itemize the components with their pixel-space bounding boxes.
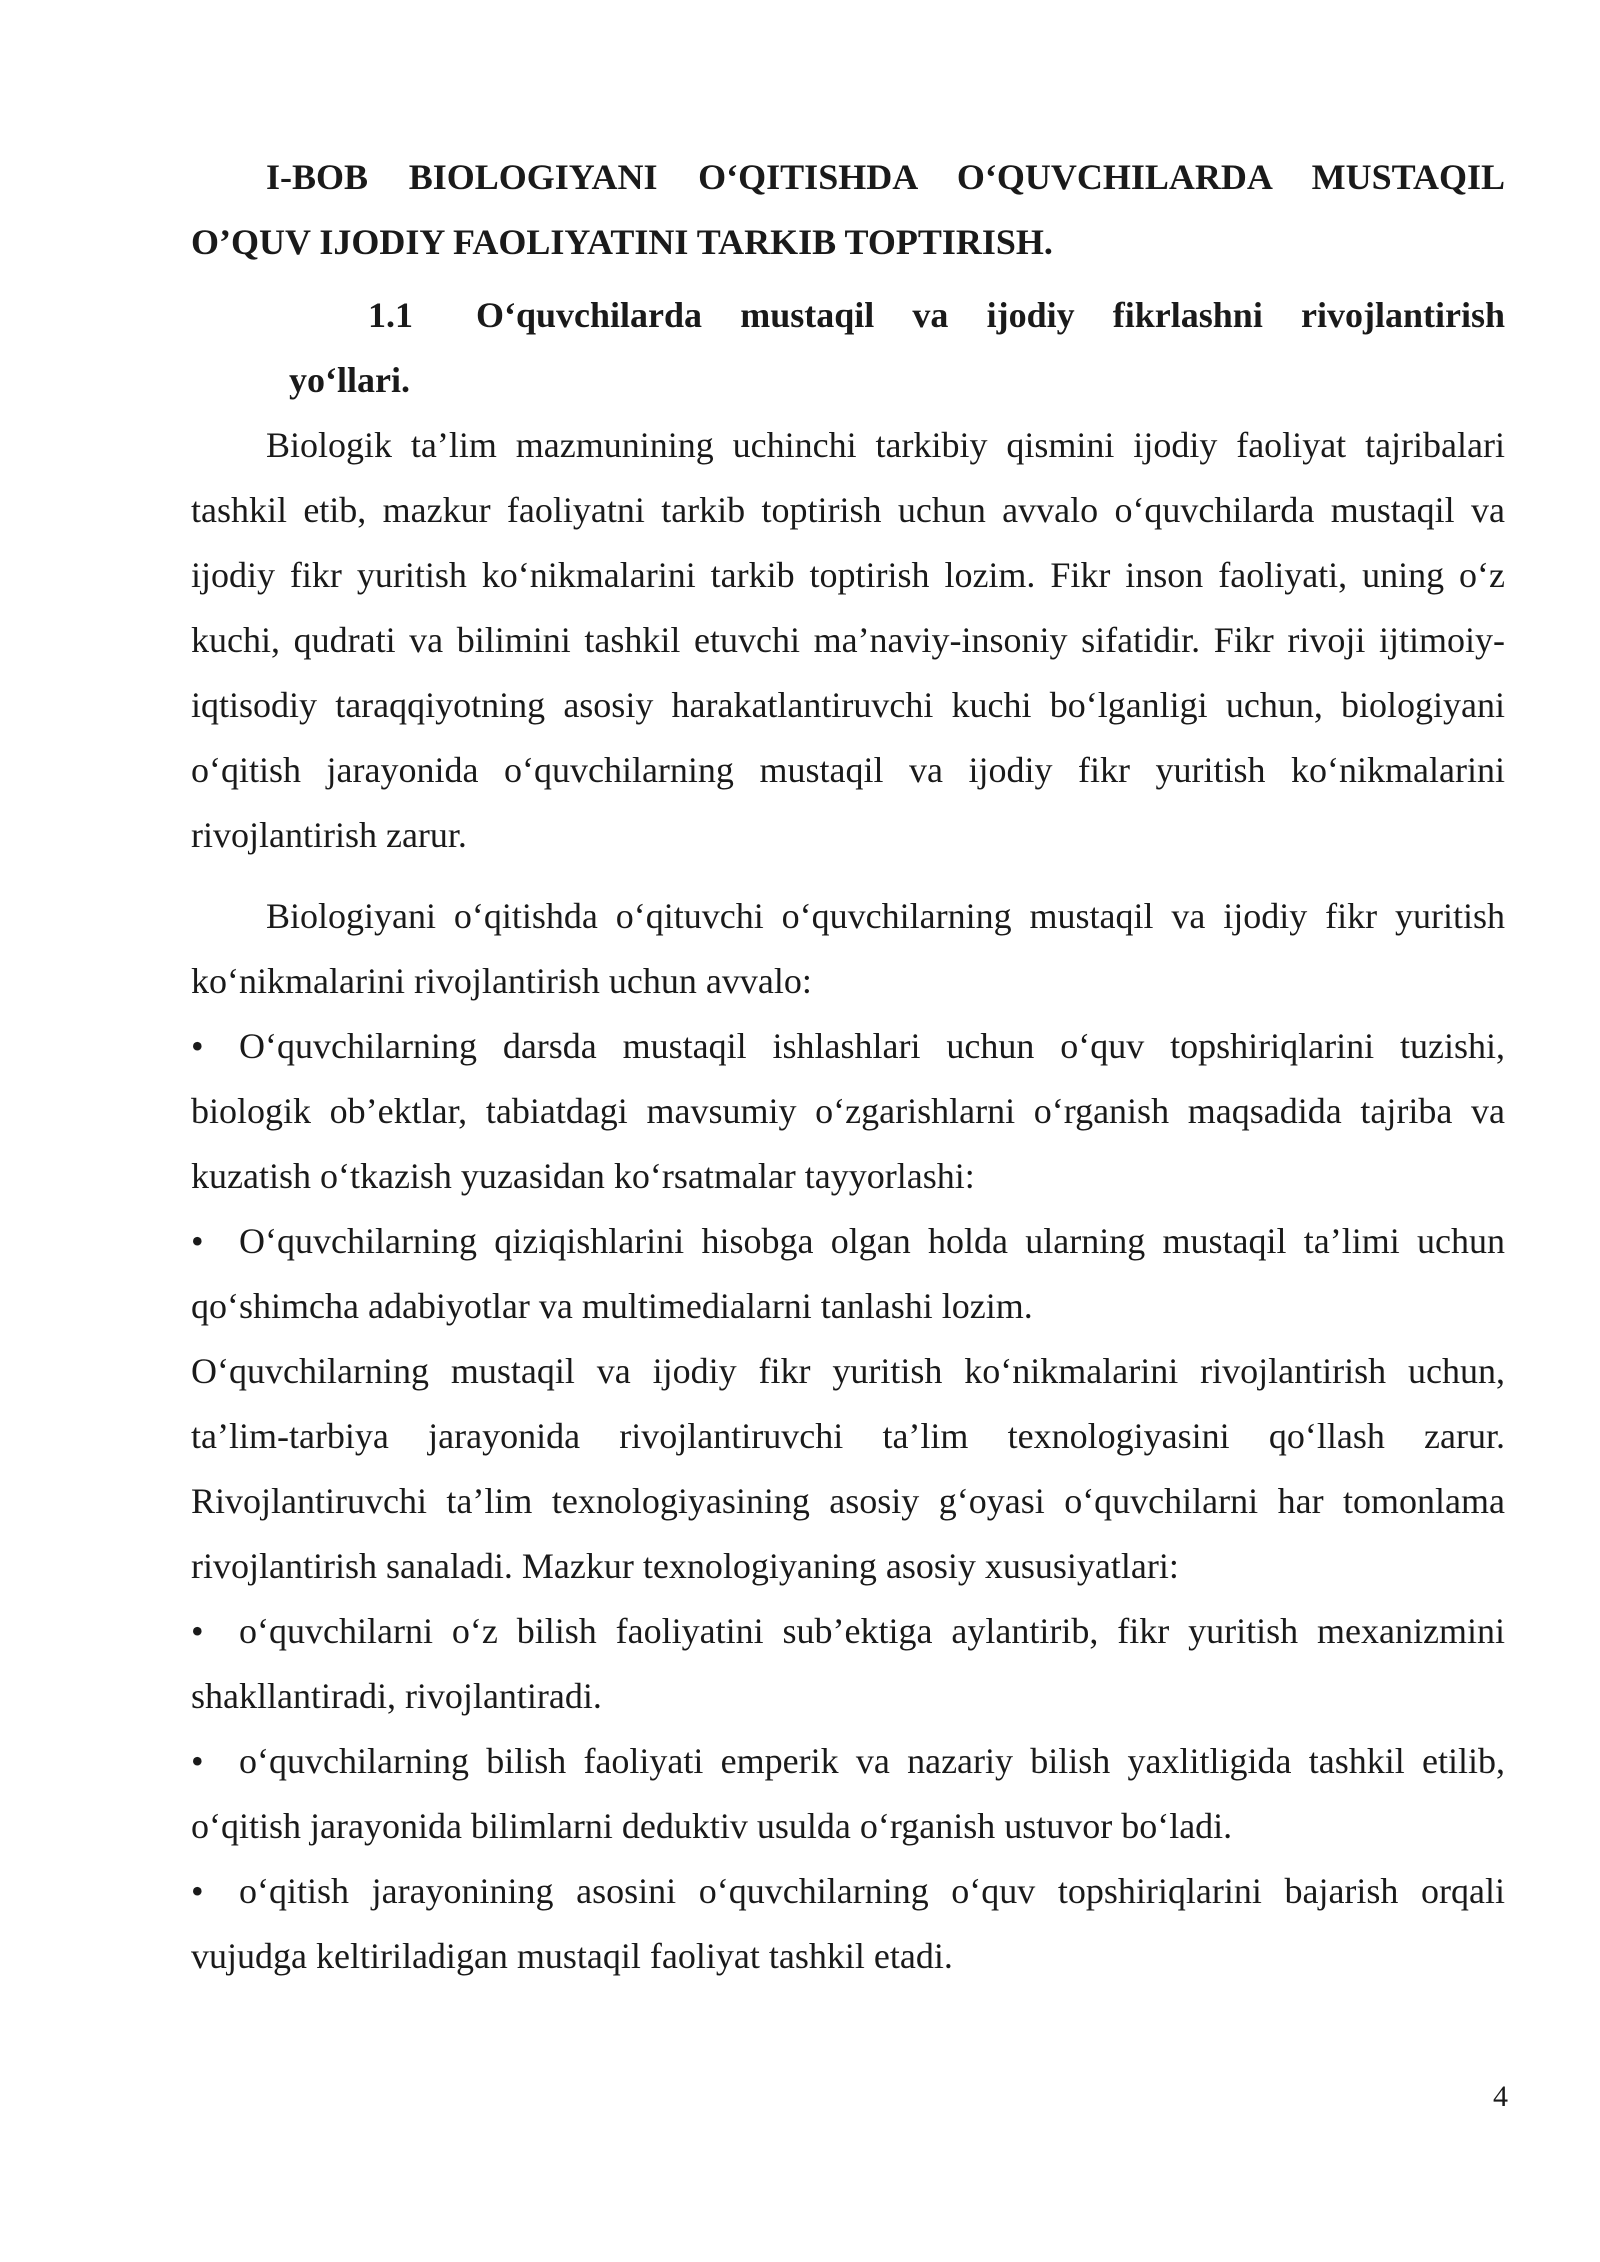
list-item-text: O‘quvchilarning qiziqishlarini hisobga olgan holda ularning mustaqil ta’limi uchun qo‘shimcha adabiyotlar va multimedialarni tanlashi lozim. [191,1221,1505,1326]
bullet-icon: • [191,1611,204,1651]
section-heading [191,283,1505,348]
list-item [191,1599,1505,1729]
list-item [191,1859,1505,1989]
paragraph-3: O‘quvchilarning mustaqil va ijodiy fikr yuritish ko‘nikmalarini rivojlantirish uchun, ta’lim-tarbiya jarayonida rivojlantiruvchi ta’lim texnologiyasini qo‘llash zarur. Rivojlantiruvchi ta’lim texnologiyasining asosiy g‘oyasi o‘quvchilarni har tomonlama rivojlantirish sanaladi. Mazkur texnologiyaning asosiy xususiyatlari: [191,1351,1505,1586]
page-number: 4 [1493,2080,1508,2113]
document-page [191,145,1505,1989]
list-item-text: o‘quvchilarning bilish faoliyati emperik va nazariy bilish yaxlitligida tashkil etilib, o‘qitish jarayonida bilimlarni deduktiv usulda o‘rganish ustuvor bo‘ladi. [191,1741,1505,1846]
bullet-icon: • [191,1871,204,1911]
bullet-icon: • [191,1221,204,1261]
chapter-title: I-BOB BIOLOGIYANI O‘QITISHDA O‘QUVCHILARDA MUSTAQIL O’QUV IJODIY FAOLIYATINI TARKIB TOPTIRISH. [191,157,1505,262]
paragraph-1: Biologik ta’lim mazmunining uchinchi tarkibiy qismini ijodiy faoliyat tajribalari tashkil etib, mazkur faoliyatni tarkib toptirish uchun avvalo o‘quvchilarda mustaqil va ijodiy fikr yuritish ko‘nikmalarini tarkib toptirish lozim. Fikr inson faoliyati, uning o‘z kuchi, qudrati va bilimini tashkil etuvchi ma’naviy-insoniy sifatidir. Fikr rivoji ijtimoiy-iqtisodiy taraqqiyotning asosiy harakatlantiruvchi kuchi bo‘lganligi uchun, biologiyani o‘qitish jarayonida o‘quvchilarning mustaqil va ijodiy fikr yuritish ko‘nikmalarini rivojlantirish zarur. [191,425,1505,855]
bullet-icon: • [191,1741,204,1781]
list-item [191,1014,1505,1209]
section-title-line1: O‘quvchilarda mustaqil va ijodiy fikrlashni rivojlantirish [476,295,1505,335]
bullet-icon: • [191,1026,204,1066]
section-number: 1.1 [368,295,413,335]
list-item-text: O‘quvchilarning darsda mustaqil ishlashlari uchun o‘quv topshiriqlarini tuzishi, biologik ob’ektlar, tabiatdagi mavsumiy o‘zgarishlarni o‘rganish maqsadida tajriba va kuzatish o‘tkazish yuzasidan ko‘rsatmalar tayyorlashi: [191,1026,1505,1196]
paragraph-2: Biologiyani o‘qitishda o‘qituvchi o‘quvchilarning mustaqil va ijodiy fikr yuritish ko‘nikmalarini rivojlantirish uchun avvalo: [191,896,1505,1001]
list-item-text: o‘qitish jarayonining asosini o‘quvchilarning o‘quv topshiriqlarini bajarish orqali vujudga keltiriladigan mustaqil faoliyat tashkil etadi. [191,1871,1505,1976]
list-item [191,1209,1505,1339]
list-item [191,1729,1505,1859]
section-title-line2: yo‘llari. [289,360,410,400]
list-item-text: o‘quvchilarni o‘z bilish faoliyatini sub’ektiga aylantirib, fikr yuritish mexanizmini shakllantiradi, rivojlantiradi. [191,1611,1505,1716]
